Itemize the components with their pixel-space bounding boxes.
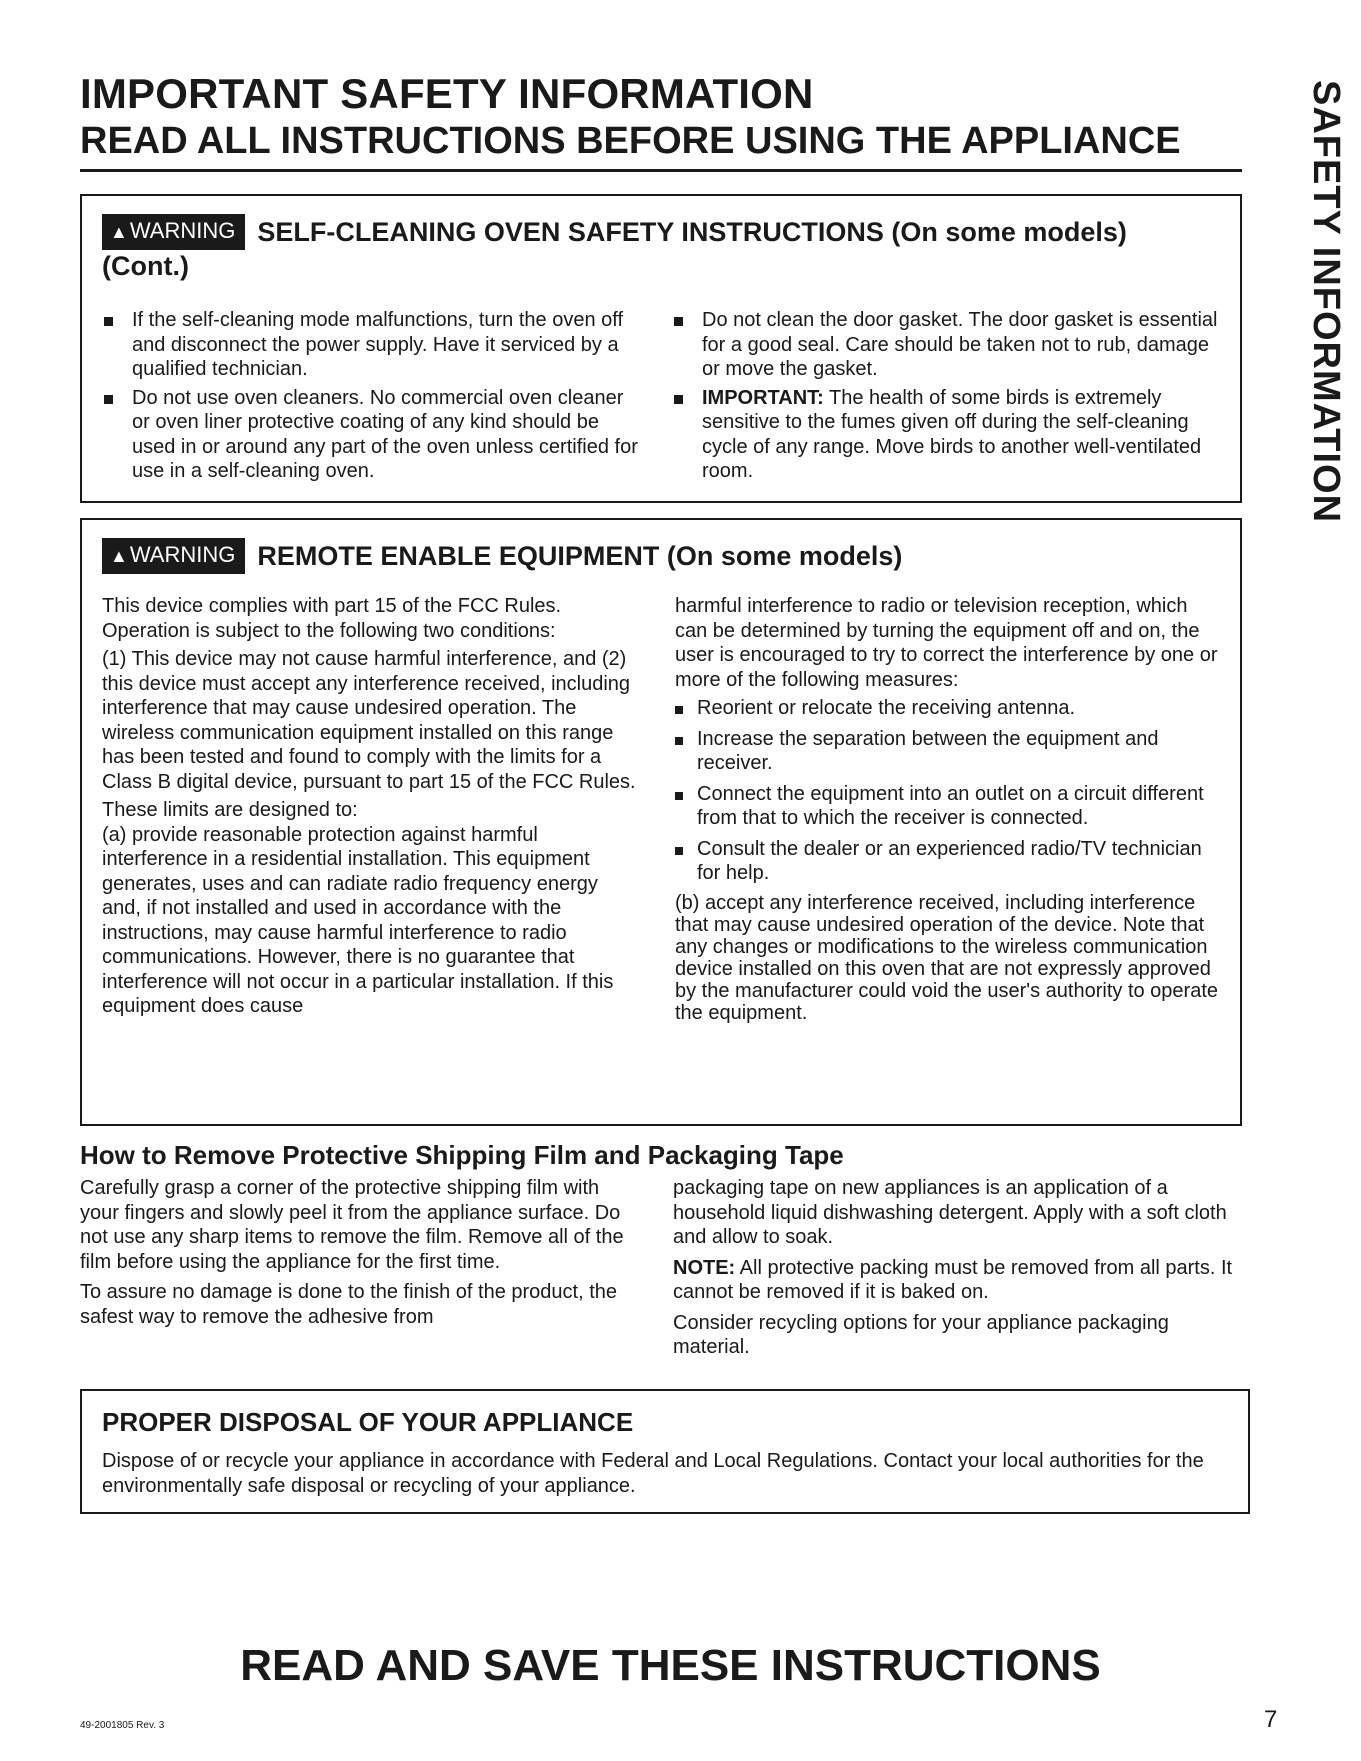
- remote-enable-warning-box: [80, 518, 1242, 1126]
- paragraph: (1) This device may not cause harmful interference, and (2) this device must accept any interference received, including interference that may cause undesired operation. The wireless communication equipment installed on this range has been tested and found to comply with the limits for a Class B digital device, pursuant to part 15 of the FCC Rules.: [102, 648, 636, 793]
- remote-heading-row: [102, 538, 1220, 574]
- page-subtitle: READ ALL INSTRUCTIONS BEFORE USING THE APPLIANCE: [80, 120, 1181, 162]
- important-label: IMPORTANT:: [702, 386, 824, 409]
- list-item: Consult the dealer or an experienced radio/TV technician for help.: [675, 837, 1225, 886]
- disposal-box: [80, 1389, 1250, 1514]
- warning-triangle-icon: ▲: [110, 222, 128, 242]
- paragraph: This device complies with part 15 of the FCC Rules. Operation is subject to the following two conditions:: [102, 595, 562, 642]
- save-instructions-title: READ AND SAVE THESE INSTRUCTIONS: [240, 1641, 1101, 1690]
- paragraph: Consider recycling options for your appliance packaging material.: [673, 1311, 1169, 1358]
- paragraph: packaging tape on new appliances is an application of a household liquid dishwashing detergent. Apply with a soft cloth and allow to soak.: [673, 1177, 1227, 1248]
- list-item: If the self-cleaning mode malfunctions, turn the oven off and disconnect the power supply. Have it serviced by a qualified technician.: [102, 308, 642, 382]
- warning-badge: [102, 538, 245, 574]
- note-text: All protective packing must be removed from all parts. It cannot be removed if it is baked on.: [673, 1256, 1233, 1303]
- paragraph: To assure no damage is done to the finish of the product, the safest way to remove the adhesive from: [80, 1281, 618, 1328]
- self-cleaning-warning-box: [80, 194, 1242, 503]
- side-tab-label: SAFETY INFORMATION: [1305, 80, 1347, 524]
- self-cleaning-heading-row: [102, 214, 1220, 282]
- shipping-left-column: [80, 1176, 640, 1335]
- shipping-right-column: [673, 1176, 1243, 1366]
- self-cleaning-heading: SELF-CLEANING OVEN SAFETY INSTRUCTIONS (On some models) (Cont.): [102, 217, 1127, 281]
- list-item: Do not use oven cleaners. No commercial oven cleaner or oven liner protective coating of any kind should be used in or around any part of the oven unless certified for use in a self-cleaning oven.: [102, 386, 642, 484]
- list-item: Connect the equipment into an outlet on a circuit different from that to which the receiver is connected.: [675, 782, 1225, 831]
- list-item: [672, 386, 1222, 484]
- paragraph: Carefully grasp a corner of the protective shipping film with your fingers and slowly peel it from the appliance surface. Do not use any sharp items to remove the film. Remove all of the film before using the appliance for the first time.: [80, 1177, 624, 1273]
- warning-badge-text: WARNING: [129, 218, 236, 243]
- remote-heading: REMOTE ENABLE EQUIPMENT (On some models): [257, 541, 903, 571]
- self-cleaning-left-column: [102, 308, 642, 488]
- shipping-heading: How to Remove Protective Shipping Film and Packaging Tape: [80, 1140, 844, 1170]
- important-text: The health of some birds is extremely sensitive to the fumes given off during the self-cleaning cycle of any range. Move birds to another well-ventilated room.: [702, 386, 1202, 482]
- page-title: IMPORTANT SAFETY INFORMATION: [80, 70, 814, 117]
- self-cleaning-right-column: [672, 308, 1222, 488]
- warning-badge: [102, 214, 245, 250]
- paragraph: harmful interference to radio or television reception, which can be determined by turning the equipment off and on, the user is encouraged to try to correct the interference by one or more of the following measures:: [675, 595, 1218, 691]
- document-number: 49-2001805 Rev. 3: [80, 1720, 165, 1731]
- disposal-text: Dispose of or recycle your appliance in accordance with Federal and Local Regulations. Contact your local authorities for the environmentally safe disposal or recycling of your appliance.: [102, 1450, 1204, 1497]
- warning-triangle-icon: ▲: [110, 546, 128, 566]
- remote-left-column: [102, 594, 642, 1023]
- list-item: Reorient or relocate the receiving antenna.: [675, 696, 1225, 721]
- page-number: 7: [1264, 1706, 1278, 1733]
- paragraph: (a) provide reasonable protection against harmful interference in a residential installation. This equipment generates, uses and can radiate radio frequency energy and, if not installed and used in accordance with the instructions, may cause harmful interference to radio communications. However, there is no guarantee that interference will not occur in a particular installation. If this equipment does cause: [102, 823, 614, 1017]
- remote-right-column: [675, 594, 1225, 1028]
- disposal-heading: PROPER DISPOSAL OF YOUR APPLIANCE: [102, 1407, 634, 1437]
- list-item: Do not clean the door gasket. The door gasket is essential for a good seal. Care should be taken not to rub, damage or move the gasket.: [672, 308, 1222, 382]
- list-item: Increase the separation between the equipment and receiver.: [675, 727, 1225, 776]
- note-paragraph: [673, 1256, 1243, 1305]
- title-divider: [80, 169, 1242, 172]
- paragraph: These limits are designed to:: [102, 799, 358, 821]
- warning-badge-text: WARNING: [129, 542, 236, 567]
- note-label: NOTE:: [673, 1256, 736, 1279]
- paragraph: (b) accept any interference received, including interference that may cause undesired operation of the device. Note that any changes or modifications to the wireless communication device installed on this oven that are not expressly approved by the manufacturer could void the user's authority to operate the equipment.: [675, 891, 1219, 1024]
